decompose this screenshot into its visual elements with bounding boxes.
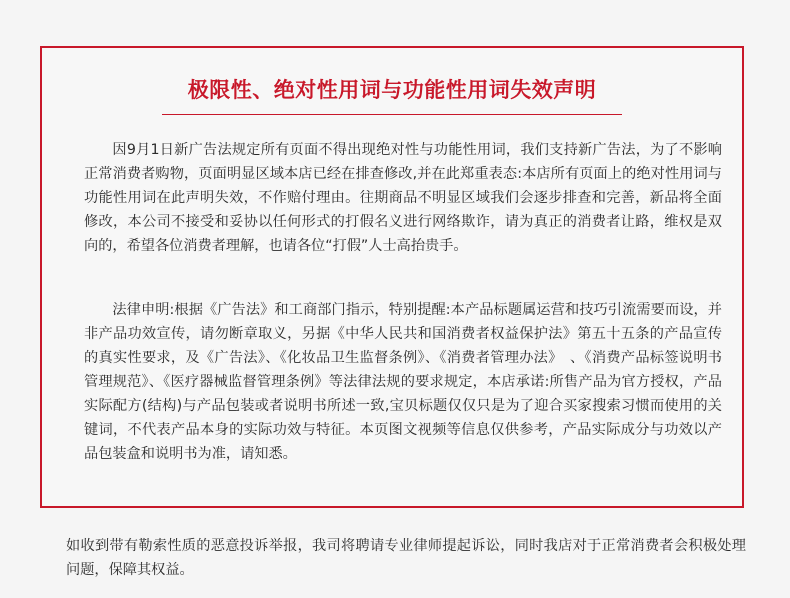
title-underline: [162, 114, 622, 115]
notice-title: 极限性、绝对性用词与功能性用词失效声明: [187, 78, 597, 102]
notice-paragraph-disclaimer: 因9月1日新广告法规定所有页面不得出现绝对性与功能性用词，我们支持新广告法，为了不影响正常消费者购物，页面明显区域本店已经在排查修改,并在此郑重表态:本店所有页面上的绝对性用词与功能性用词在此声明失效，不作赔付理由。往期商品不明显区域我们会逐步排查和完善，新品将全面修改，本公司不接受和妥协以任何形式的打假名义进行网络欺诈，请为真正的消费者让路，维权是双向的，希望各位消费者理解，也请各位“打假”人士高抬贵手。: [84, 142, 722, 254]
footer-note: 如收到带有勒索性质的恶意投诉举报，我司将聘请专业律师提起诉讼，同时我店对于正常消费者会积极处理问题，保障其权益。: [66, 538, 746, 578]
notice-box: [40, 46, 744, 508]
notice-paragraph-legal: 法律申明:根据《广告法》和工商部门指示，特别提醒:本产品标题属运营和技巧引流需要而设，并非产品功效宣传，请勿断章取义，另据《中华人民共和国消费者权益保护法》第五十五条的产品宣传的真实性要求，及《广告法》、《化妆品卫生监督条例》、《消费者管理办法》 、《消费产品标签说明书管理规范》、《医疗器械监督管理条例》等法律法规的要求规定，本店承诺:所售产品为官方授权，产品实际配方(结构)与产品包装或者说明书所述一致,宝贝标题仅仅只是为了迎合买家搜索习惯而使用的关键词，不代表产品本身的实际功效与特征。本页图文视频等信息仅供参考，产品实际成分与功效以产品包装盒和说明书为准，请知悉。: [84, 302, 722, 462]
